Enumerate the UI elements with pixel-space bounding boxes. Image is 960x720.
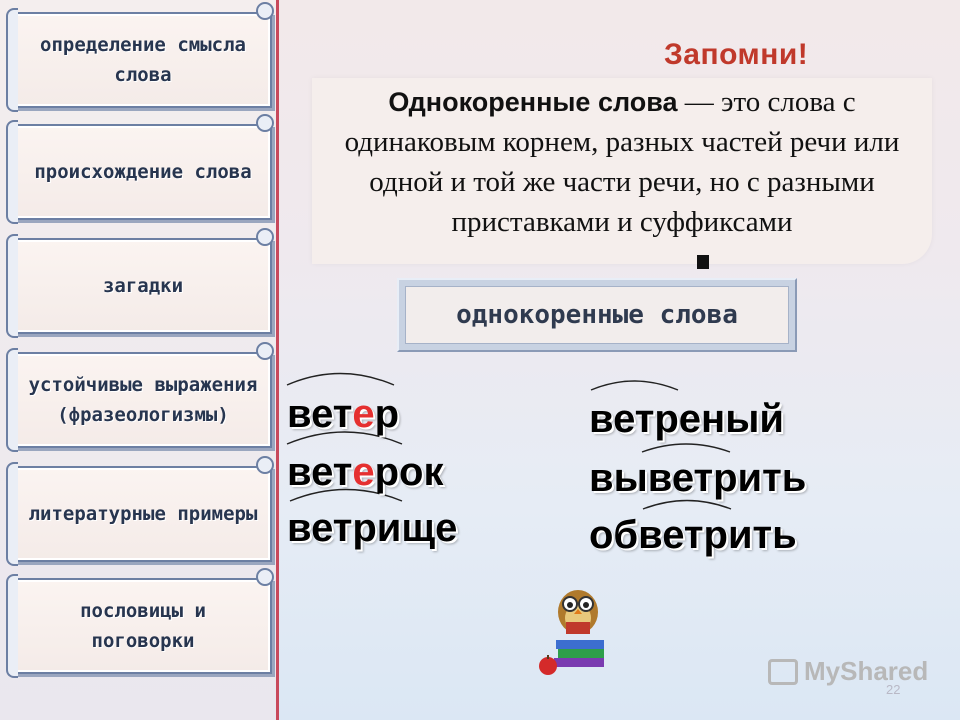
cognates-button-label: однокоренные слова [456,300,738,330]
remember-title: Запомни! [664,38,809,71]
word-veter: ветер [287,392,400,436]
word-obvetrit: обветрить [589,513,797,557]
page-number: 22 [886,682,901,697]
word-vyvetrit: выветрить [589,456,807,500]
definition-body: — это слова с одинаковым корнем, разных частей речи или одной и той же части речи, но с разными приставками и суффиксами [344,86,900,238]
myshared-watermark [768,656,928,687]
sidebar-item-label: определение смысла слова [40,34,246,86]
sidebar-item-label: литературные примеры [28,503,258,525]
sidebar-item-label: устойчивые выражения (фразеологизмы) [28,374,258,426]
definition-term: Однокоренные слова [388,87,678,117]
sidebar-item-label: происхождение слова [34,161,252,183]
sidebar-item-label: пословицы и поговорки [80,600,206,652]
word-vetrishche: ветрище [287,506,458,550]
word-veterok: ветерок [287,450,444,494]
myshared-logo-icon [768,659,798,685]
sidebar-item-label: загадки [102,275,184,297]
myshared-text: MyShared [804,656,929,686]
owl-with-books-icon [534,578,616,678]
word-vetrenyi: ветреный [589,397,784,441]
